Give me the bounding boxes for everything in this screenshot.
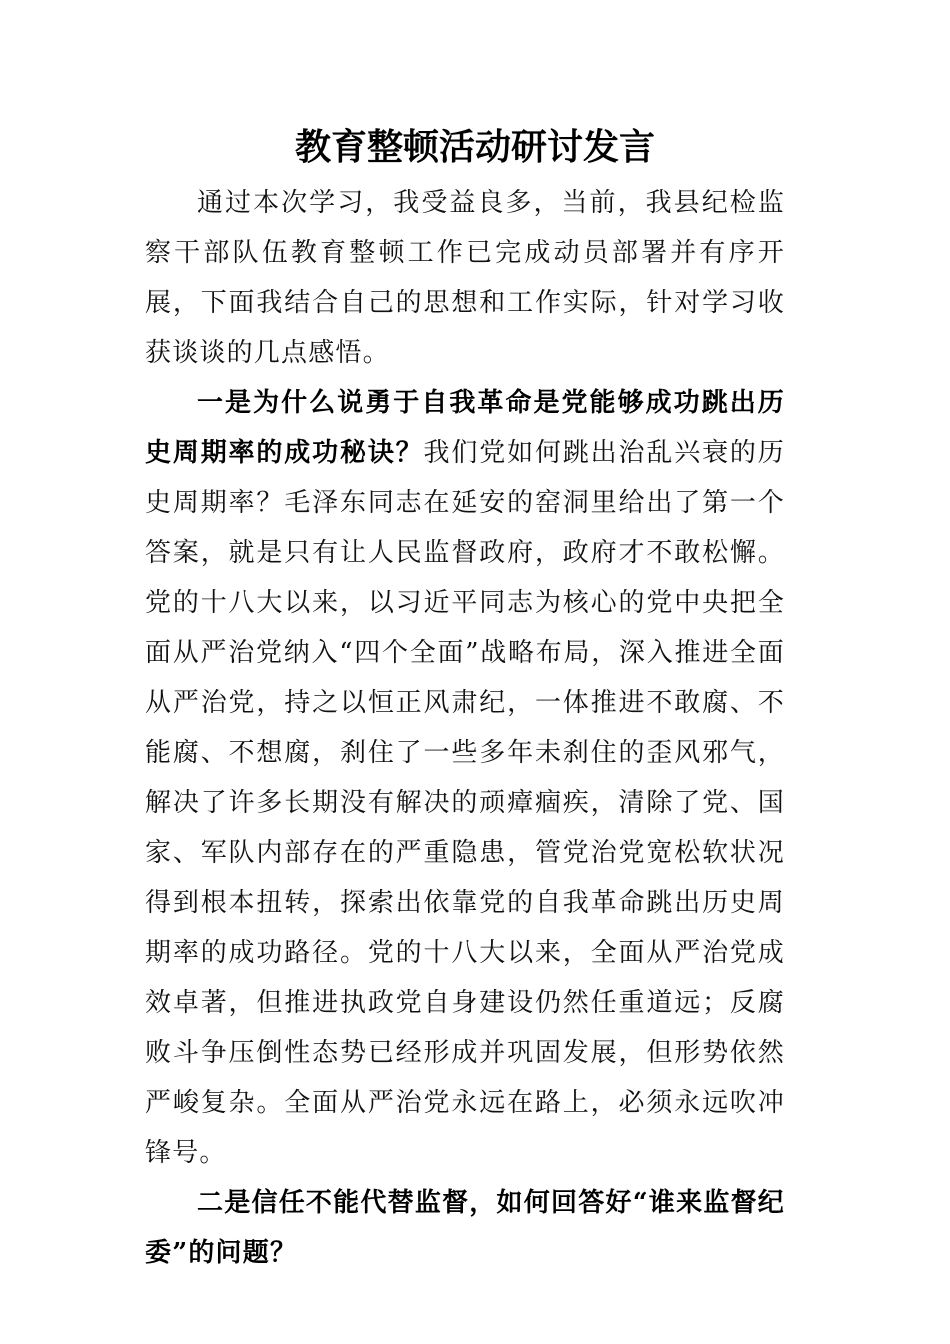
document-title: 教育整顿活动研讨发言 xyxy=(294,126,655,168)
paragraph-point-one-text: 我们党如何跳出治乱兴衰的历史周期率？毛泽东同志在延安的窑洞里给出了第一个答案，就是只有让人民监督政府，政府才不敢松懈。党的十八大以来，以习近平同志为核心的党中央把全面从严治党纳入“四个全面”战略布局，深入推进全面从严治党，持之以恒正风肃纪，一体推进不敢腐、不能腐、不想腐，刹住了一些多年未刹住的歪风邪气，解决了许多长期没有解决的顽瘴痼疾，清除了党、国家、军队内部存在的严重隐患，管党治党宽松软状况得到根本扭转，探索出依靠党的自我革命跳出历史周期率的成功路径。党的十八大以来，全面从严治党成效卓著，但推进执政党自身建设仍然任重道远；反腐败斗争压倒性态势已经形成并巩固发展，但形势依然严峻复杂。全面从严治党永远在路上，必须永远吹冲锋号。 xyxy=(145,438,785,1168)
paragraph-point-two xyxy=(145,1178,785,1278)
document-body xyxy=(145,178,785,1278)
paragraph-intro-text: 通过本次学习，我受益良多，当前，我县纪检监察干部队伍教育整顿工作已完成动员部署并有序开展，下面我结合自己的思想和工作实际，针对学习收获谈谈的几点感悟。 xyxy=(145,188,785,368)
paragraph-intro xyxy=(145,178,785,378)
paragraph-point-one xyxy=(145,378,785,1178)
paragraph-point-one-heading: 一是为什么说勇于自我革命是党能够成功跳出历史周期率的成功秘诀？ xyxy=(145,388,785,468)
paragraph-point-two-heading: 二是信任不能代替监督，如何回答好“谁来监督纪委”的问题？ xyxy=(145,1188,785,1268)
